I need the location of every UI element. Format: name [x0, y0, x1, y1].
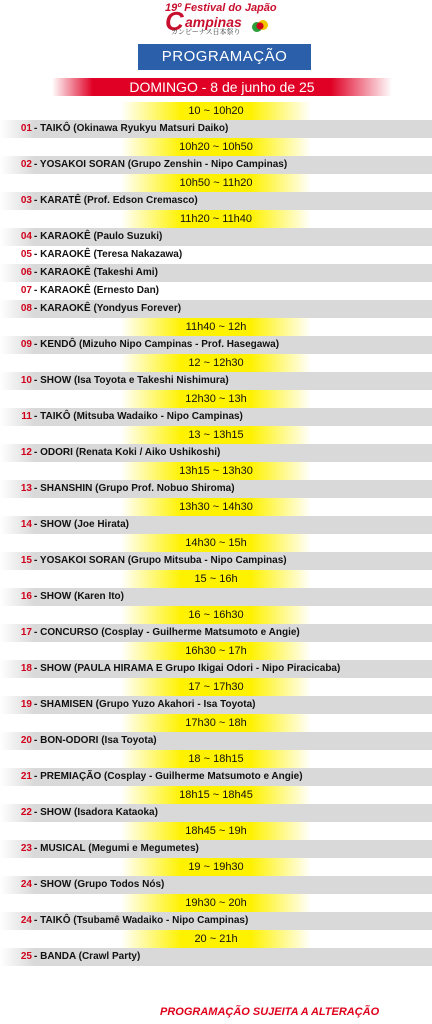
- item-description: - SHOW (PAULA HIRAMA E Grupo Ikigai Odori - Nipo Piracicaba): [34, 663, 341, 674]
- item-number: 25: [20, 951, 32, 962]
- item-number: 08: [20, 303, 32, 314]
- item-number: 06: [20, 267, 32, 278]
- time-slot-header: 16h30 ~ 17h: [0, 642, 432, 660]
- item-number: 12: [20, 447, 32, 458]
- item-number: 07: [20, 285, 32, 296]
- time-slot-header: 13h15 ~ 13h30: [0, 462, 432, 480]
- schedule-item: [0, 444, 432, 462]
- time-slot-header: 12h30 ~ 13h: [0, 390, 432, 408]
- item-number: 20: [20, 735, 32, 746]
- time-slot-header: 13 ~ 13h15: [0, 426, 432, 444]
- item-description: - TAIKÔ (Okinawa Ryukyu Matsuri Daiko): [34, 123, 229, 134]
- schedule-item: [0, 192, 432, 210]
- item-description: - YOSAKOI SORAN (Grupo Zenshin - Nipo Campinas): [34, 159, 288, 170]
- item-number: 24: [20, 915, 32, 926]
- item-description: - SHOW (Karen Ito): [34, 591, 124, 602]
- item-description: - SHOW (Isadora Kataoka): [34, 807, 158, 818]
- item-description: - SHOW (Isa Toyota e Takeshi Nishimura): [34, 375, 229, 386]
- schedule-item: [0, 120, 432, 138]
- schedule-item: [0, 336, 432, 354]
- schedule-item: [0, 516, 432, 534]
- schedule-list: [0, 102, 432, 966]
- item-number: 05: [20, 249, 32, 260]
- time-slot-header: 15 ~ 16h: [0, 570, 432, 588]
- schedule-item: [0, 804, 432, 822]
- item-number: 23: [20, 843, 32, 854]
- time-slot-header: 12 ~ 12h30: [0, 354, 432, 372]
- schedule-item: [0, 228, 432, 246]
- schedule-item: [0, 732, 432, 750]
- item-description: - KARAOKÊ (Paulo Suzuki): [34, 231, 163, 242]
- item-number: 15: [20, 555, 32, 566]
- item-number: 09: [20, 339, 32, 350]
- logo-japanese-text: カンピーナス日本祭り: [171, 29, 241, 36]
- item-number: 03: [20, 195, 32, 206]
- schedule-item: [0, 480, 432, 498]
- schedule-item: [0, 156, 432, 174]
- schedule-item: [0, 948, 432, 966]
- time-slot-header: 16 ~ 16h30: [0, 606, 432, 624]
- item-number: 14: [20, 519, 32, 530]
- item-description: - MUSICAL (Megumi e Megumetes): [34, 843, 199, 854]
- item-number: 01: [20, 123, 32, 134]
- item-number: 18: [20, 663, 32, 674]
- item-description: - CONCURSO (Cosplay - Guilherme Matsumoto e Angie): [34, 627, 300, 638]
- festival-logo: [165, 2, 275, 36]
- item-description: - ODORI (Renata Koki / Aiko Ushikoshi): [34, 447, 221, 458]
- item-number: 11: [21, 411, 32, 422]
- time-slot-header: 11h40 ~ 12h: [0, 318, 432, 336]
- schedule-item: [0, 768, 432, 786]
- schedule-item: [0, 246, 432, 264]
- item-number: 22: [20, 807, 32, 818]
- item-description: - TAIKÔ (Tsubamê Wadaiko - Nipo Campinas): [34, 915, 249, 926]
- date-banner: DOMINGO - 8 de junho de 25: [52, 78, 392, 96]
- schedule-item: [0, 408, 432, 426]
- logo-city-initial: C: [165, 6, 184, 36]
- schedule-item: [0, 912, 432, 930]
- item-description: - KARAOKÊ (Ernesto Dan): [34, 285, 160, 296]
- item-description: - YOSAKOI SORAN (Grupo Mitsuba - Nipo Campinas): [34, 555, 287, 566]
- item-number: 24: [20, 879, 32, 890]
- time-slot-header: 10h50 ~ 11h20: [0, 174, 432, 192]
- time-slot-header: 10 ~ 10h20: [0, 102, 432, 120]
- festival-emblem-icon: [251, 18, 269, 34]
- item-description: - KARAOKÊ (Takeshi Ami): [34, 267, 158, 278]
- item-description: - BON-ODORI (Isa Toyota): [34, 735, 157, 746]
- item-description: - PREMIAÇÃO (Cosplay - Guilherme Matsumoto e Angie): [34, 771, 303, 782]
- item-number: 02: [20, 159, 32, 170]
- schedule-item: [0, 876, 432, 894]
- item-number: 16: [20, 591, 32, 602]
- schedule-item: [0, 372, 432, 390]
- logo-edition: 19º Festival do Japão: [165, 2, 277, 14]
- item-description: - SHOW (Joe Hirata): [34, 519, 130, 530]
- schedule-item: [0, 300, 432, 318]
- schedule-item: [0, 282, 432, 300]
- time-slot-header: 11h20 ~ 11h40: [0, 210, 432, 228]
- time-slot-header: 17h30 ~ 18h: [0, 714, 432, 732]
- time-slot-header: 18h15 ~ 18h45: [0, 786, 432, 804]
- time-slot-header: 14h30 ~ 15h: [0, 534, 432, 552]
- item-number: 17: [20, 627, 32, 638]
- time-slot-header: 17 ~ 17h30: [0, 678, 432, 696]
- schedule-item: [0, 552, 432, 570]
- schedule-item: [0, 660, 432, 678]
- item-description: - SHANSHIN (Grupo Prof. Nobuo Shiroma): [34, 483, 235, 494]
- item-description: - KARAOKÊ (Yondyus Forever): [34, 303, 182, 314]
- time-slot-header: 18 ~ 18h15: [0, 750, 432, 768]
- time-slot-header: 20 ~ 21h: [0, 930, 432, 948]
- item-number: 13: [20, 483, 32, 494]
- item-description: - TAIKÔ (Mitsuba Wadaiko - Nipo Campinas): [34, 411, 243, 422]
- page-title: PROGRAMAÇÃO: [138, 44, 311, 70]
- item-description: - KARATÊ (Prof. Edson Cremasco): [34, 195, 198, 206]
- item-description: - KENDÔ (Mizuho Nipo Campinas - Prof. Hasegawa): [34, 339, 280, 350]
- item-number: 10: [20, 375, 32, 386]
- schedule-item: [0, 624, 432, 642]
- schedule-item: [0, 696, 432, 714]
- item-description: - BANDA (Crawl Party): [34, 951, 141, 962]
- item-description: - KARAOKÊ (Teresa Nakazawa): [34, 249, 183, 260]
- item-number: 04: [20, 231, 32, 242]
- schedule-item: [0, 264, 432, 282]
- schedule-disclaimer: PROGRAMAÇÃO SUJEITA A ALTERAÇÃO: [160, 1006, 380, 1018]
- logo-city-name: ampinas: [185, 14, 242, 30]
- time-slot-header: 19h30 ~ 20h: [0, 894, 432, 912]
- item-description: - SHOW (Grupo Todos Nós): [34, 879, 165, 890]
- time-slot-header: 18h45 ~ 19h: [0, 822, 432, 840]
- item-number: 21: [20, 771, 32, 782]
- time-slot-header: 10h20 ~ 10h50: [0, 138, 432, 156]
- time-slot-header: 13h30 ~ 14h30: [0, 498, 432, 516]
- schedule-item: [0, 840, 432, 858]
- item-number: 19: [20, 699, 32, 710]
- time-slot-header: 19 ~ 19h30: [0, 858, 432, 876]
- item-description: - SHAMISEN (Grupo Yuzo Akahori - Isa Toyota): [34, 699, 256, 710]
- schedule-item: [0, 588, 432, 606]
